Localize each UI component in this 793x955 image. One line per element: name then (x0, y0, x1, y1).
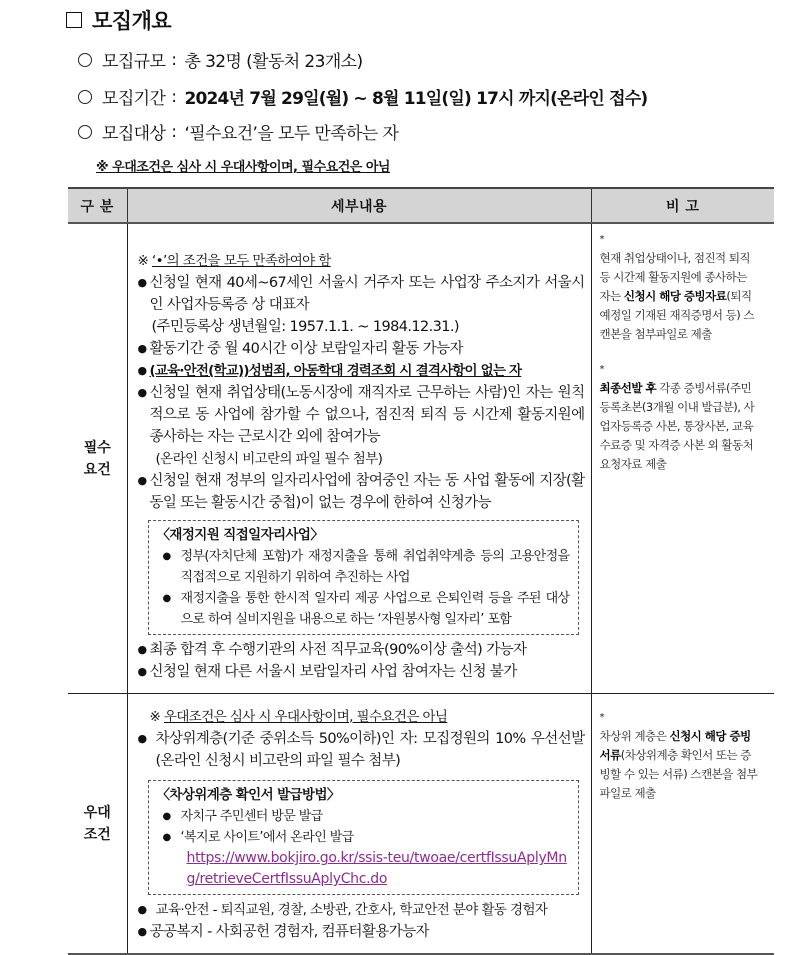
summary-label: 모집규모 (102, 52, 166, 72)
box-item (157, 546, 570, 588)
condition-note-text: 우대조건은 심사 시 우대사항이며, 필수요건은 아님 (163, 709, 448, 725)
summary-value: ‘필수요건’을 모두 만족하는 자 (184, 124, 399, 144)
bullet-icon: ● (162, 593, 171, 604)
category-required (68, 223, 127, 694)
category-preferred (68, 694, 127, 955)
bullet-icon: ● (137, 474, 147, 487)
list-item-text: 교육·안전 - 퇴직교원, 경찰, 소방관, 간호사, 학교안전 분야 활동 경험자 (155, 902, 548, 918)
preferred-details (127, 694, 591, 955)
circle-bullet-icon (78, 125, 92, 139)
list-item-text: 차상위계층(기준 중위소득 50%이하)인 자: 모집정원의 10% 우선선발(온라인 신청시 비고란의 파일 필수 첨부) (155, 731, 585, 769)
bokjiro-link[interactable]: https://www.bokjiro.go.kr/ssis-teu/twoae/certfIssuAplyMng/retrieveCertfIssuAplyChc.do (186, 850, 567, 887)
list-item (138, 661, 585, 683)
table-row-preferred (68, 694, 774, 955)
condition-note-text: ‘•’의 조건을 모두 만족하여야 함 (151, 253, 331, 269)
list-item-text: (교육·안전(학교))성범죄, 아동학대 경력조회 시 결격사항이 없는 자 (149, 363, 522, 379)
bullet-icon: ● (137, 342, 147, 355)
section-title-text: 모집개요 (92, 9, 172, 33)
bullet-icon: ● (137, 386, 147, 399)
low-income-cert-box (148, 780, 579, 895)
bullet-icon: ● (162, 551, 171, 562)
bullet-icon: ● (137, 643, 147, 656)
summary-note: ※ 우대조건은 심사 시 우대사항이며, 필수요건은 아님 (96, 160, 390, 175)
list-item (138, 728, 585, 772)
remark-item (600, 708, 769, 803)
list-item (138, 470, 585, 514)
list-item (138, 899, 585, 921)
reference-mark: ※ (149, 709, 161, 725)
summary-value: 2024년 7월 29일(월) ~ 8월 11일(일) 17시 까지(온라인 접수) (184, 89, 648, 109)
list-item (138, 382, 585, 448)
box-item-text: 재정지출을 통한 한시적 일자리 제공 사업으로 은퇴인력 등을 주된 대상으로 하여 실비지원을 내용으로 하는 ‘자원봉사형 일자리’ 포함 (180, 591, 570, 627)
box-item (157, 588, 570, 630)
box-item-text: 자치구 주민센터 방문 발급 (180, 809, 323, 824)
preferred-remarks (591, 694, 774, 955)
header-category: 구 분 (68, 188, 127, 223)
box-title: 〈차상위계층 확인서 발급방법〉 (156, 787, 340, 803)
colon: : (171, 121, 177, 142)
box-item (157, 827, 570, 848)
remark-item (600, 230, 769, 344)
circle-bullet-icon (78, 53, 92, 67)
box-item-text: ‘복지로 사이트’에서 온라인 발급 (180, 830, 354, 845)
bullet-icon: ● (162, 832, 171, 843)
box-item-text: 정부(자치단체 포함)가 재정지출을 통해 취업취약계층 등의 고용안정을 직접적으로 지원하기 위하여 추진하는 사업 (180, 549, 570, 585)
bokjiro-link-wrap (157, 848, 570, 890)
section-title (66, 5, 171, 35)
remark-text: 각종 증빙서류(주민등록초본(3개월 이내 발급분), 사업자등록증 사본, 통장사본, 교육수료증 및 자격증 사본 외 활동처 요청자료 제출 (599, 381, 755, 471)
category-line: 우대 (83, 804, 111, 821)
box-title: 〈재정지원 직접일자리사업〉 (156, 527, 324, 543)
remark-item (600, 360, 769, 474)
condition-note (138, 250, 585, 272)
summary-item-scale (78, 47, 363, 72)
category-line: 조건 (83, 826, 111, 843)
summary-value: 총 32명 (활동처 23개소) (184, 52, 363, 72)
summary-item-period (78, 84, 647, 109)
attach-note: (온라인 신청시 비고란의 파일 필수 첨부) (155, 451, 383, 467)
recruitment-table (68, 187, 774, 955)
colon: : (171, 49, 177, 70)
box-item (157, 806, 570, 827)
reference-mark: ※ (137, 253, 149, 269)
summary-label: 모집대상 (102, 124, 166, 144)
birth-range: (주민등록상 생년월일: 1957.1.1. ~ 1984.12.31.) (151, 319, 459, 335)
required-remarks (591, 223, 774, 694)
summary-label: 모집기간 (102, 89, 166, 109)
circle-bullet-icon (78, 90, 92, 104)
list-item-text: 신청일 현재 다른 서울시 보람일자리 사업 참여자는 신청 불가 (149, 664, 517, 680)
condition-note (138, 706, 585, 728)
table-header-row (68, 188, 774, 223)
category-line: 필수 (83, 439, 111, 456)
list-item (138, 639, 585, 661)
list-item-text: 최종 합격 후 수행기관의 사전 직무교육(90%이상 출석) 가능자 (149, 642, 527, 658)
remark-text: 차상위 계층은 (599, 729, 670, 743)
list-item (138, 272, 585, 316)
list-item (138, 338, 585, 360)
table-row-required (68, 223, 774, 694)
asterisk: * (599, 234, 604, 245)
bullet-icon: ● (137, 925, 147, 938)
list-item (138, 360, 585, 382)
colon: : (171, 86, 177, 107)
header-details: 세부내용 (127, 188, 591, 223)
remark-text: 현재 취업상태이나, 점진적 퇴직 등 시간제 활동지원에 종사하는 자는 (599, 251, 751, 303)
bullet-icon: ● (137, 732, 147, 745)
direct-job-program-box (148, 520, 579, 635)
remark-emphasis: 신청시 해당 증빙서류 (599, 729, 751, 762)
summary-item-target (78, 119, 398, 144)
category-line: 요건 (83, 461, 111, 478)
asterisk: * (599, 712, 604, 723)
bullet-icon: ● (162, 811, 171, 822)
list-item-text: 공공복지 - 사회공헌 경험자, 컴퓨터활용가능자 (149, 924, 429, 940)
list-item-text: 신청일 현재 취업상태(노동시장에 재직자로 근무하는 사람)인 자는 원칙적으로 동 사업에 참가할 수 없으나, 점진적 퇴직 등 시간제 활동지원에 종사하는 자는 근로시간 외에 참여가능 (149, 385, 585, 445)
bullet-icon: ● (137, 903, 147, 916)
bullet-icon: ● (137, 276, 147, 289)
remark-text: (퇴직예정일 기재된 재직증명서 등) 스캔본을 첨부파일로 제출 (599, 289, 755, 341)
remark-emphasis: 신청시 해당 증빙자료 (623, 289, 727, 303)
checkbox-square-icon (66, 12, 82, 28)
bullet-icon: ● (137, 364, 147, 377)
remark-text: (차상위계층 확인서 또는 증빙할 수 있는 서류) 스캔본을 첨부파일로 제출 (599, 748, 758, 800)
remark-emphasis: 최종선발 후 (599, 381, 657, 395)
list-item-text: 활동기간 중 월 40시간 이상 보람일자리 활동 가능자 (149, 341, 463, 357)
required-details (127, 223, 591, 694)
asterisk: * (599, 364, 604, 375)
header-remarks: 비 고 (591, 188, 774, 223)
bullet-icon: ● (137, 665, 147, 678)
list-item-text: 신청일 현재 정부의 일자리사업에 참여중인 자는 동 사업 활동에 지장(활동일 또는 활동시간 중첩)이 없는 경우에 한하여 신청가능 (149, 473, 585, 511)
list-item-text: 신청일 현재 40세~67세인 서울시 거주자 또는 사업장 주소지가 서울시인 사업자등록증 상 대표자 (149, 275, 585, 313)
